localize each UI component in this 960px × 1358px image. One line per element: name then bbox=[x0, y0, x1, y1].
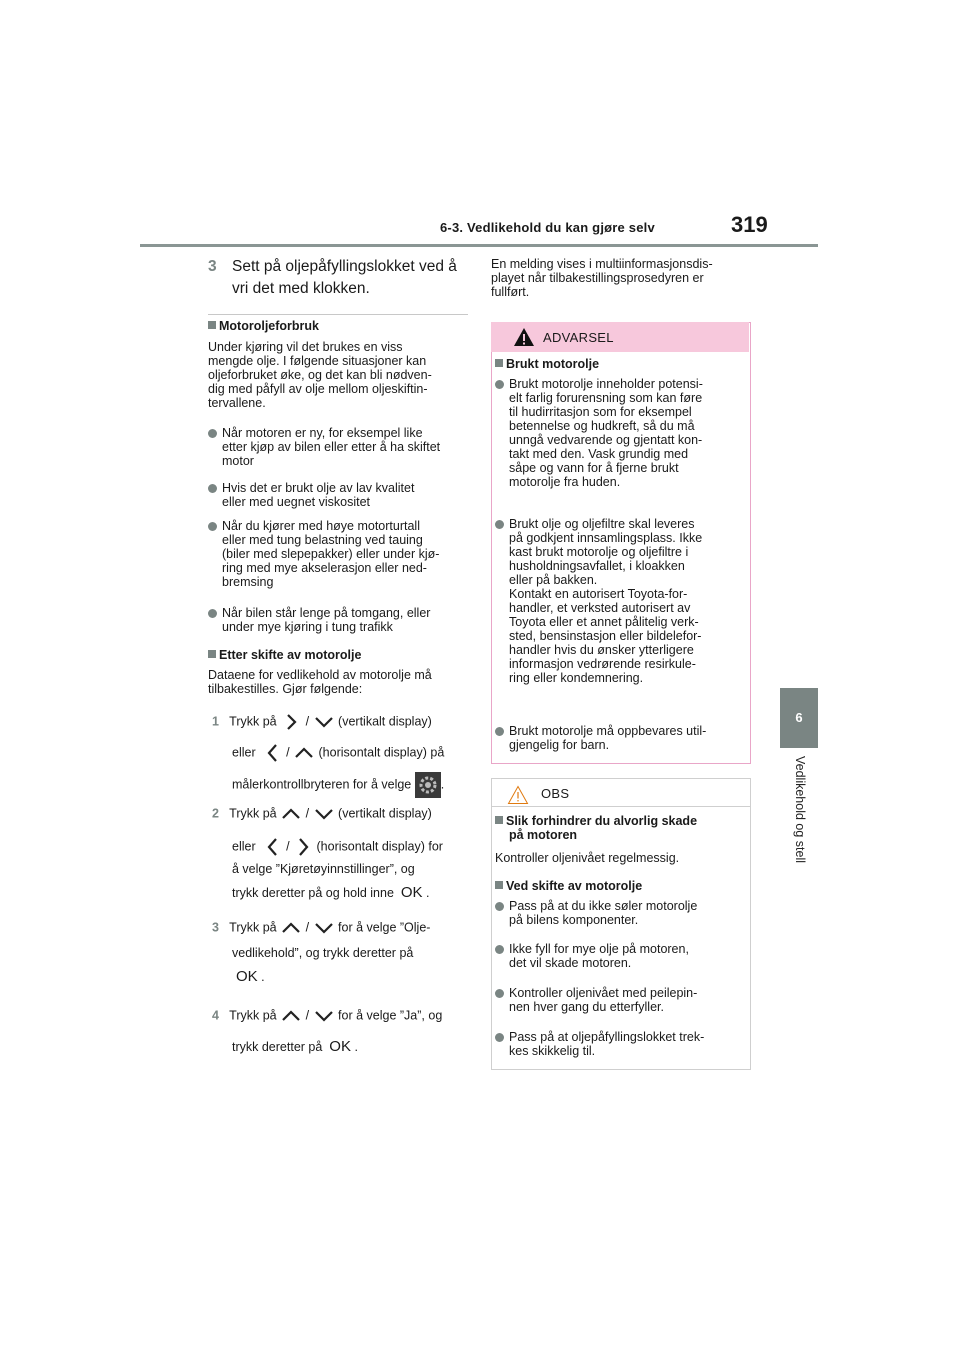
chapter-tab: 6 bbox=[780, 688, 818, 748]
chevron-up-icon bbox=[280, 920, 302, 936]
chevron-down-icon bbox=[313, 920, 335, 936]
page-number: 319 bbox=[731, 212, 768, 237]
settings-gear-icon bbox=[415, 772, 441, 798]
square-bullet-icon bbox=[208, 650, 216, 658]
ok-icon: OK bbox=[329, 1038, 351, 1055]
warning-heading: Brukt motorolje bbox=[495, 357, 599, 371]
chevron-down-icon bbox=[313, 806, 335, 822]
circle-bullet-icon bbox=[495, 902, 504, 911]
chevron-up-icon bbox=[293, 745, 315, 761]
circle-bullet-icon bbox=[495, 520, 504, 529]
consumption-heading: Motoroljeforbruk bbox=[208, 319, 470, 333]
square-bullet-icon bbox=[208, 321, 216, 329]
chevron-left-icon bbox=[263, 742, 283, 764]
notice-body-1: Kontroller oljenivået regelmessig. bbox=[495, 851, 680, 865]
notice-header-rule bbox=[491, 806, 750, 807]
step-1: 1 Trykk på / (vertikalt display) bbox=[212, 712, 432, 732]
warning-header: ADVARSEL bbox=[491, 322, 749, 352]
chevron-down-icon bbox=[313, 714, 335, 730]
divider bbox=[208, 314, 468, 315]
step-3: 3 Trykk på / for å velge ”Olje- bbox=[212, 920, 431, 935]
chevron-left-icon bbox=[263, 836, 283, 858]
chevron-down-icon bbox=[313, 1008, 335, 1024]
caution-triangle-icon bbox=[507, 785, 529, 805]
circle-bullet-icon bbox=[208, 522, 217, 531]
after-change-body: Dataene for vedlikehold av motorolje må tilbakestilles. Gjør følgende: bbox=[208, 668, 432, 696]
circle-bullet-icon bbox=[495, 727, 504, 736]
chevron-up-icon bbox=[280, 1008, 302, 1024]
reset-confirmation-text: En melding vises i multiinformasjonsdis- playet når tilbakestillingsprosedyren er fullført. bbox=[491, 257, 713, 299]
step-4: 4 Trykk på / for å velge ”Ja”, og bbox=[212, 1008, 443, 1023]
notice-label: OBS bbox=[541, 786, 570, 801]
header-rule bbox=[140, 244, 818, 247]
square-bullet-icon bbox=[495, 816, 503, 824]
notice-heading-2: Ved skifte av motorolje bbox=[495, 879, 642, 893]
circle-bullet-icon bbox=[495, 945, 504, 954]
circle-bullet-icon bbox=[208, 484, 217, 493]
square-bullet-icon bbox=[495, 881, 503, 889]
chevron-right-icon bbox=[280, 712, 302, 732]
chapter-title: Vedlikehold og stell bbox=[793, 756, 807, 864]
ok-icon: OK bbox=[236, 968, 258, 985]
circle-bullet-icon bbox=[495, 989, 504, 998]
circle-bullet-icon bbox=[208, 609, 217, 618]
circle-bullet-icon bbox=[208, 429, 217, 438]
after-change-heading: Etter skifte av motorolje bbox=[208, 648, 470, 662]
notice-heading-1: Slik forhindrer du alvorlig skade på motoren bbox=[495, 814, 745, 842]
section-title: 6-3. Vedlikehold du kan gjøre selv bbox=[440, 220, 655, 235]
consumption-body: Under kjøring vil det brukes en viss mengde olje. I følgende situasjoner kan oljeforbruket øke, og det kan bli nødven- dig med påfyll av olje mellom oljeskiftin- tervallene. bbox=[208, 340, 432, 410]
square-bullet-icon bbox=[495, 359, 503, 367]
warning-triangle-icon bbox=[513, 327, 535, 347]
chevron-right-icon bbox=[293, 836, 313, 858]
step-2: 2 Trykk på / (vertikalt display) bbox=[212, 806, 432, 821]
circle-bullet-icon bbox=[495, 1033, 504, 1042]
circle-bullet-icon bbox=[495, 380, 504, 389]
chevron-up-icon bbox=[280, 806, 302, 822]
ok-icon: OK bbox=[400, 884, 423, 901]
